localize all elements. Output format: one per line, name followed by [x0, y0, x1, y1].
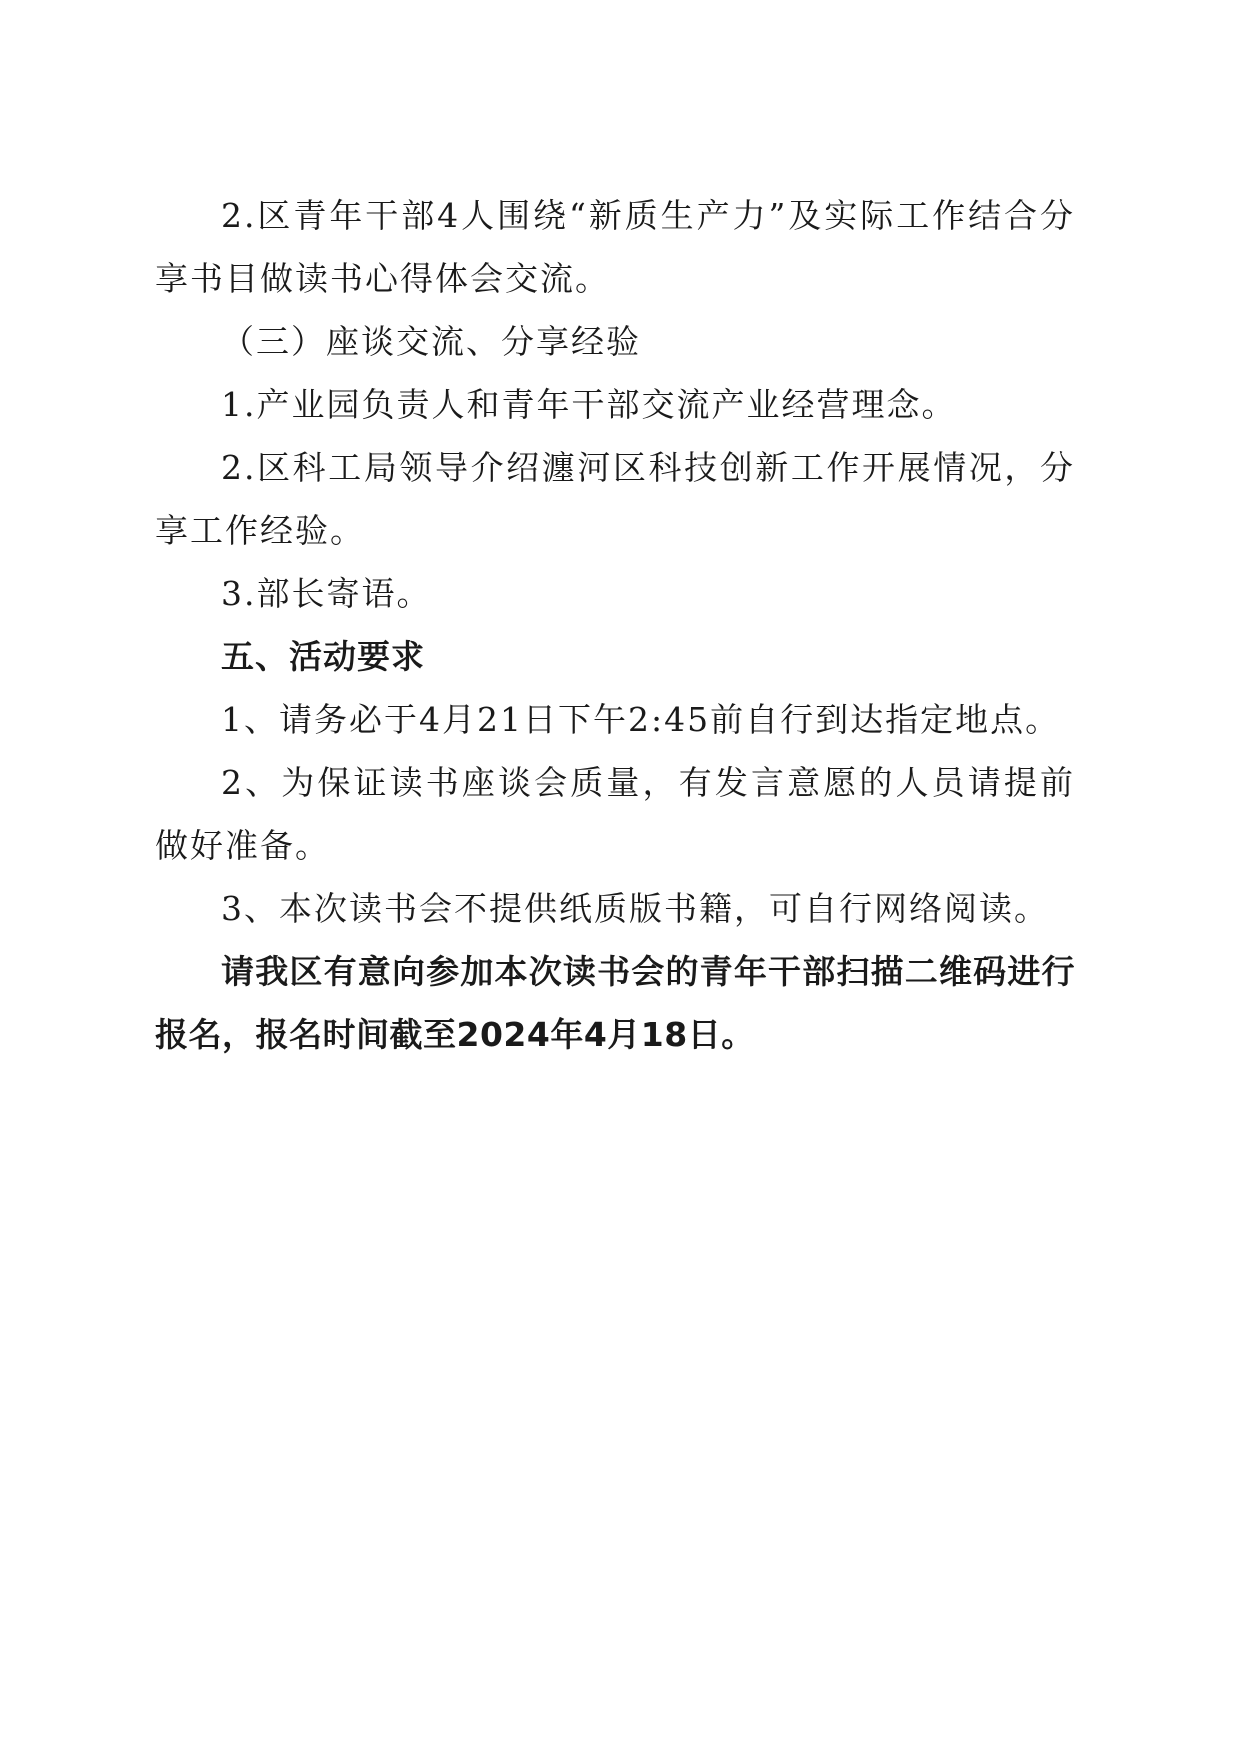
registration-notice: 请我区有意向参加本次读书会的青年干部扫描二维码进行报名，报名时间截至2024年4月18日。	[155, 952, 1075, 1054]
paragraph-bureau-introduction: 2.区科工局领导介绍瀍河区科技创新工作开展情况，分享工作经验。	[155, 448, 1075, 550]
paragraph-sharing-experience: 2.区青年干部4人围绕“新质生产力”及实际工作结合分享书目做读书心得体会交流。	[155, 196, 1075, 298]
requirement-no-printed-books: 3、本次读书会不提供纸质版书籍，可自行网络阅读。	[221, 889, 1049, 928]
requirement-preparation: 2、为保证读书座谈会质量，有发言意愿的人员请提前做好准备。	[155, 763, 1075, 865]
paragraph-industrial-park: 1.产业园负责人和青年干部交流产业经营理念。	[221, 385, 957, 424]
section-heading-discussion: （三）座谈交流、分享经验	[221, 322, 641, 361]
paragraph-minister-remarks: 3.部长寄语。	[221, 574, 432, 613]
requirement-arrival-time: 1、请务必于4月21日下午2:45前自行到达指定地点。	[221, 700, 1061, 739]
document-body	[155, 184, 1075, 1066]
section-heading-requirements: 五、活动要求	[221, 637, 425, 676]
